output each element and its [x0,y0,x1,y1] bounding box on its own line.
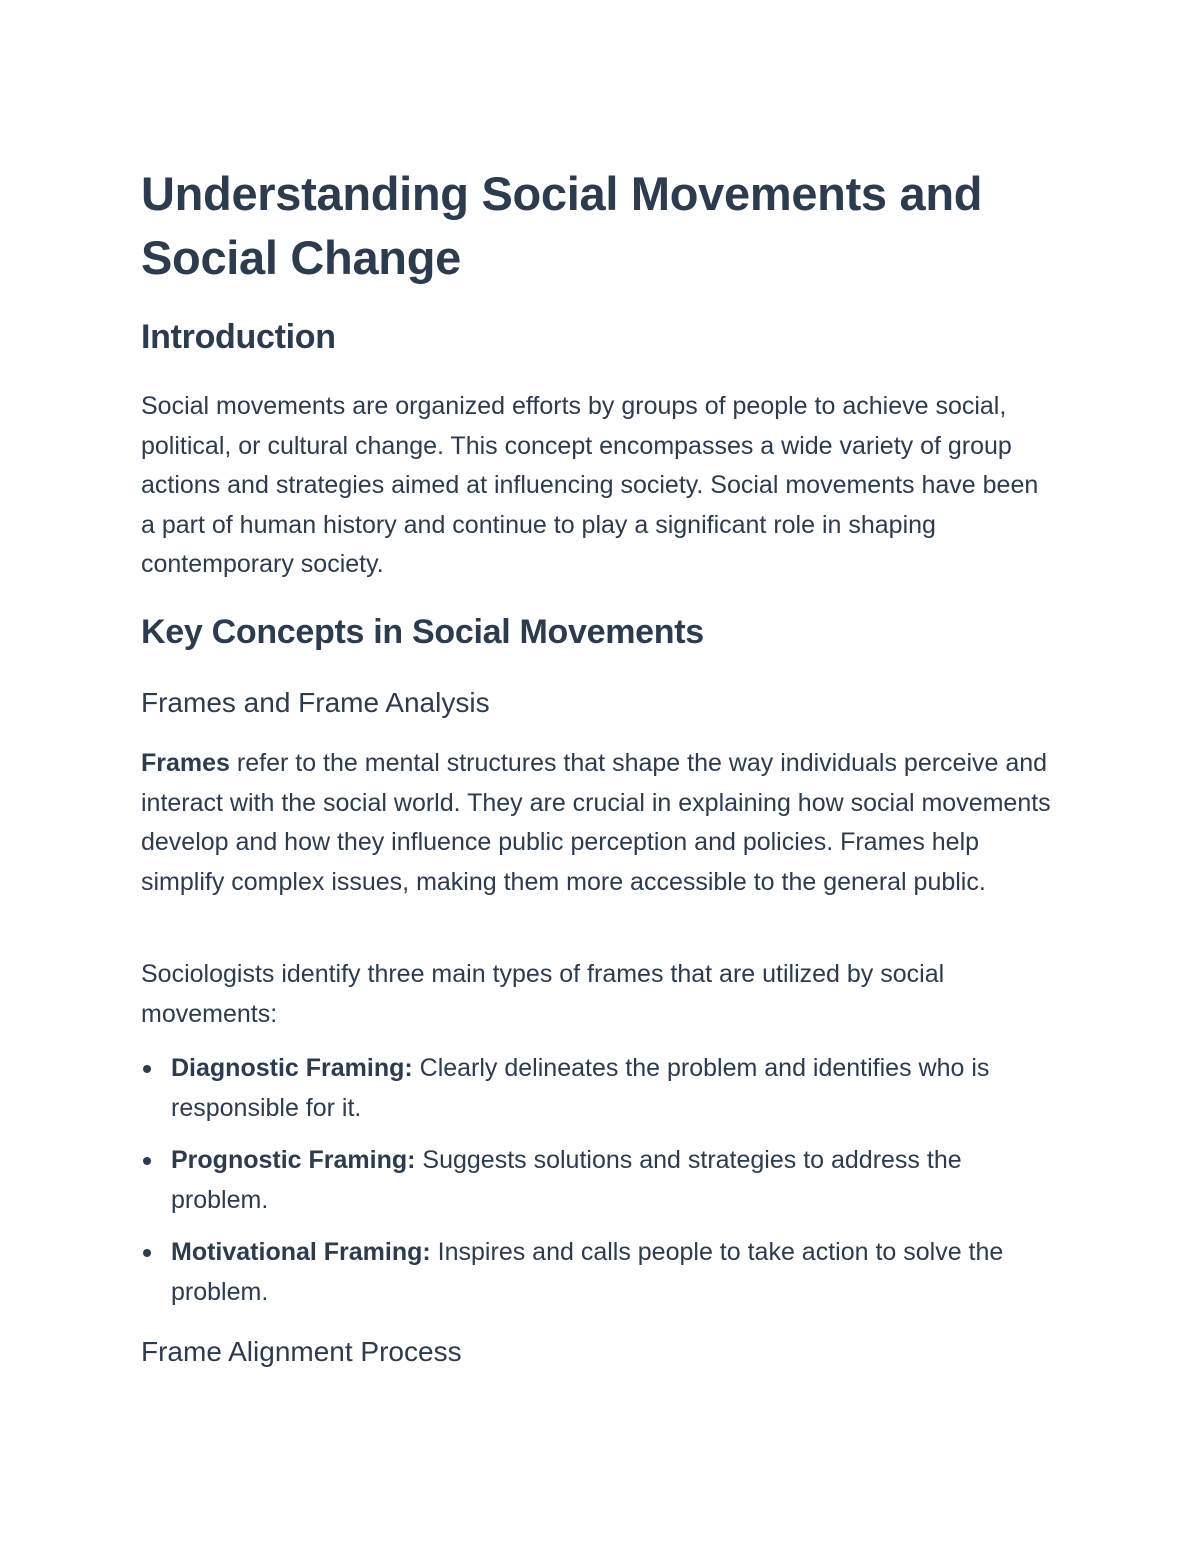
bullet-icon [143,1157,151,1165]
frames-definition: refer to the mental structures that shape the way individuals perceive and interact with the social world. They are crucial in explaining how social movements develop and how they influence public perception and policies. Frames help simplify complex issues, making them more accessible to the general public. [141,749,1051,896]
intro-paragraph: Social movements are organized efforts by groups of people to achieve social, political, or cultural change. This concept encompasses a wide variety of group actions and strategies aimed at influencing society. Social movements have been a part of human history and continue to play a significant role in shaping contemporary society. [141,392,1039,579]
list-item-text: Inspires and calls people to take action to solve the problem. [171,1238,1004,1306]
subsection-heading-frame-alignment: Frame Alignment Process [141,1336,462,1367]
list-item-text: Suggests solutions and strategies to address the problem. [171,1146,962,1214]
bullet-icon [143,1249,151,1257]
list-item-text: Clearly delineates the problem and identifies who is responsible for it. [171,1054,990,1122]
list-item [141,1233,1056,1312]
list-item [141,1049,1056,1128]
bullet-icon [143,1065,151,1073]
list-item-term: Prognostic Framing: [171,1146,416,1175]
section-heading-key-concepts: Key Concepts in Social Movements [141,613,704,651]
section-heading-introduction: Introduction [141,318,336,356]
frames-term: Frames [141,749,230,777]
list-item [141,1141,1056,1220]
list-item-term: Motivational Framing: [171,1238,431,1267]
frame-types-list [141,1049,1056,1326]
subsection-heading-frames: Frames and Frame Analysis [141,687,490,718]
document-title: Understanding Social Movements and Social Change [141,167,983,284]
frame-types-intro: Sociologists identify three main types of frames that are utilized by social movements: [141,960,945,1028]
frames-paragraph [141,744,1056,902]
list-item-term: Diagnostic Framing: [171,1054,413,1082]
